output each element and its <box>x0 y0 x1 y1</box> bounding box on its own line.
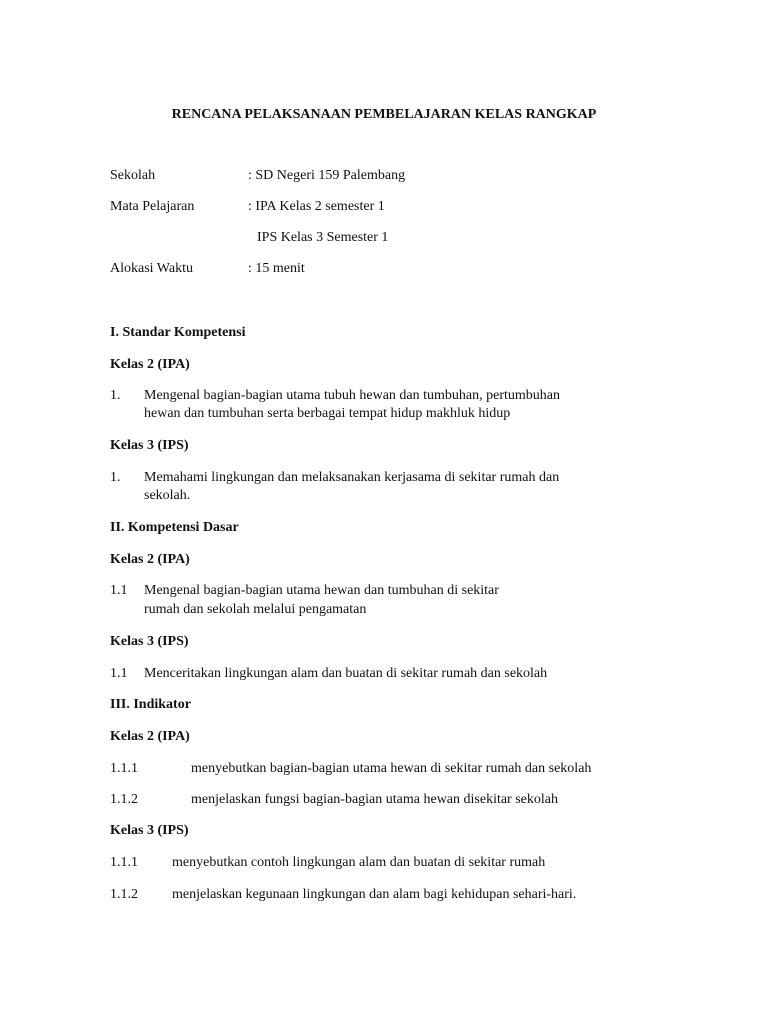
subheading-kelas3: Kelas 3 (IPS) <box>110 634 189 649</box>
indicator-text: menjelaskan fungsi bagian-bagian utama hewan disekitar sekolah <box>191 792 558 807</box>
school-value: : SD Negeri 159 Palembang <box>248 168 406 183</box>
time-label: Alokasi Waktu <box>110 261 193 276</box>
list-number: 1. <box>110 388 121 403</box>
subject-value-1: : IPA Kelas 2 semester 1 <box>248 199 385 214</box>
list-item-text-continued: sekolah. <box>144 488 191 503</box>
indicator-number: 1.1.1 <box>110 761 138 776</box>
section-heading-kompetensi-dasar: II. Kompetensi Dasar <box>110 520 239 535</box>
subheading-kelas3: Kelas 3 (IPS) <box>110 438 189 453</box>
subheading-kelas2: Kelas 2 (IPA) <box>110 552 190 567</box>
time-value: : 15 menit <box>248 261 305 276</box>
list-item-text: Mengenal bagian-bagian utama hewan dan tumbuhan di sekitar <box>144 583 499 598</box>
subheading-kelas2: Kelas 2 (IPA) <box>110 357 190 372</box>
list-item-text-continued: rumah dan sekolah melalui pengamatan <box>144 602 367 617</box>
page-title: RENCANA PELAKSANAAN PEMBELAJARAN KELAS RANGKAP <box>171 107 597 122</box>
section-heading-standar-kompetensi: I. Standar Kompetensi <box>110 325 246 340</box>
school-label: Sekolah <box>110 168 156 183</box>
list-item-text: Menceritakan lingkungan alam dan buatan di sekitar rumah dan sekolah <box>144 666 548 681</box>
indicator-text: menjelaskan kegunaan lingkungan dan alam bagi kehidupan sehari-hari. <box>172 887 577 902</box>
subject-label: Mata Pelajaran <box>110 199 195 214</box>
indicator-text: menyebutkan bagian-bagian utama hewan di sekitar rumah dan sekolah <box>191 761 592 776</box>
list-item-text: Mengenal bagian-bagian utama tubuh hewan dan tumbuhan, pertumbuhan <box>144 388 560 403</box>
list-item-text: Memahami lingkungan dan melaksanakan kerjasama di sekitar rumah dan <box>144 470 560 485</box>
indicator-number: 1.1.2 <box>110 792 138 807</box>
list-item-text-continued: hewan dan tumbuhan serta berbagai tempat hidup makhluk hidup <box>144 406 511 421</box>
subject-value-2: IPS Kelas 3 Semester 1 <box>257 230 389 245</box>
subheading-kelas3: Kelas 3 (IPS) <box>110 823 189 838</box>
list-number: 1.1 <box>110 666 128 681</box>
indicator-number: 1.1.1 <box>110 855 138 870</box>
indicator-number: 1.1.2 <box>110 887 138 902</box>
subheading-kelas2: Kelas 2 (IPA) <box>110 729 190 744</box>
list-number: 1.1 <box>110 583 128 598</box>
section-heading-indikator: III. Indikator <box>110 697 191 712</box>
list-number: 1. <box>110 470 121 485</box>
indicator-text: menyebutkan contoh lingkungan alam dan buatan di sekitar rumah <box>172 855 546 870</box>
